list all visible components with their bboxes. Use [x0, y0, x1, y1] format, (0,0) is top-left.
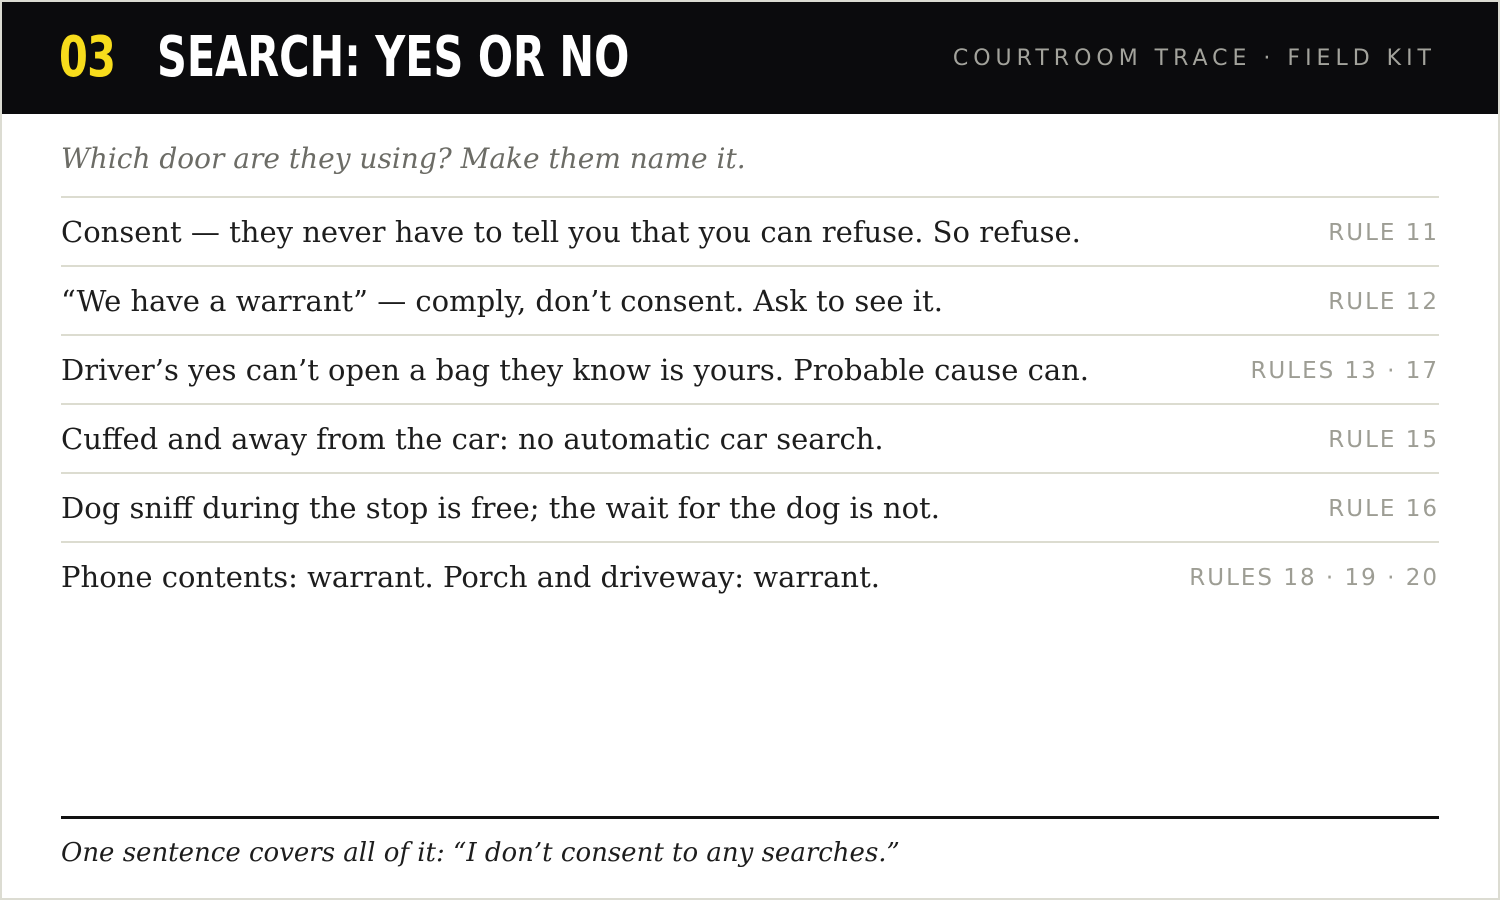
- rule-row: [61, 267, 1439, 336]
- rule-text: Consent — they never have to tell you that you can refuse. So refuse.: [61, 215, 1081, 249]
- rule-text: “We have a warrant” — comply, don’t consent. Ask to see it.: [61, 284, 943, 318]
- rule-reference: RULE 11: [1328, 220, 1439, 246]
- rule-reference: RULE 12: [1328, 289, 1439, 315]
- rule-text: Phone contents: warrant. Porch and driveway: warrant.: [61, 560, 880, 594]
- rules-list: [61, 196, 1439, 610]
- footer-note: One sentence covers all of it: “I don’t consent to any searches.”: [61, 838, 900, 868]
- subtitle: Which door are they using? Make them name it.: [61, 142, 746, 175]
- section-title: SEARCH: YES OR NO: [157, 25, 630, 90]
- rule-row: [61, 474, 1439, 543]
- card-header: [2, 2, 1498, 114]
- rule-row: [61, 405, 1439, 474]
- rule-reference: RULES 13 · 17: [1250, 358, 1439, 384]
- kit-label: COURTROOM TRACE · FIELD KIT: [952, 46, 1436, 71]
- rule-row: [61, 198, 1439, 267]
- footer-divider: [61, 816, 1439, 819]
- section-number: 03: [59, 25, 116, 90]
- rule-row: [61, 336, 1439, 405]
- search-card: [2, 2, 1498, 898]
- rule-text: Driver’s yes can’t open a bag they know is yours. Probable cause can.: [61, 353, 1090, 387]
- rule-reference: RULE 16: [1328, 496, 1439, 522]
- rule-row: [61, 543, 1439, 610]
- rule-text: Cuffed and away from the car: no automatic car search.: [61, 422, 884, 456]
- rule-text: Dog sniff during the stop is free; the wait for the dog is not.: [61, 491, 940, 525]
- rule-reference: RULES 18 · 19 · 20: [1189, 565, 1439, 591]
- rule-reference: RULE 15: [1328, 427, 1439, 453]
